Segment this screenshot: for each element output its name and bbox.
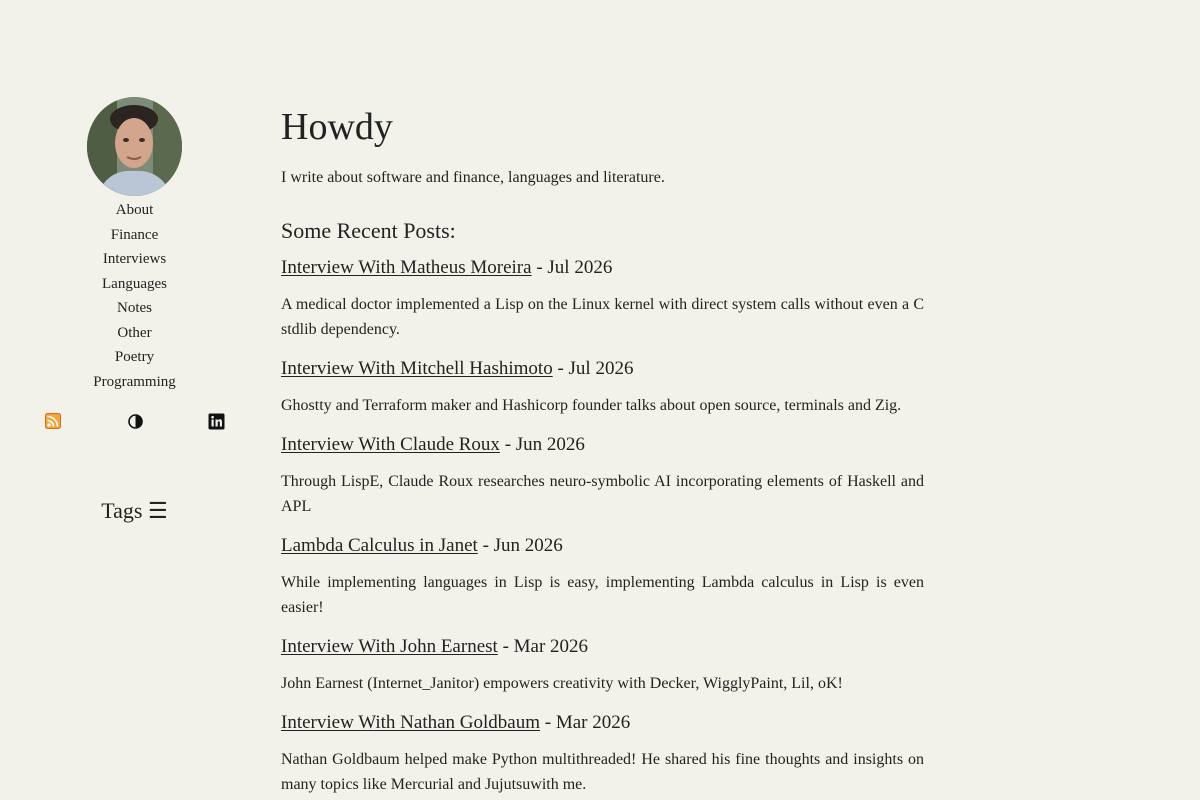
sidebar-item-other[interactable]: Other: [117, 324, 152, 341]
post-link[interactable]: Interview With Mitchell Hashimoto: [281, 358, 553, 379]
post-date: - Jun 2026: [477, 535, 563, 556]
post-description: Nathan Goldbaum helped make Python multithreaded! He shared his fine thoughts and insights on many topics like Mercurial and Jujutsuwith me.: [281, 751, 924, 793]
recent-posts-heading: Some Recent Posts:: [281, 218, 456, 243]
sidebar-item-notes[interactable]: Notes: [117, 300, 152, 316]
sidebar: [44, 97, 225, 524]
sidebar-item-about[interactable]: About: [115, 202, 154, 218]
post-item: [281, 356, 924, 418]
linkedin-icon[interactable]: [208, 413, 225, 430]
post-date: - Mar 2026: [497, 636, 589, 657]
intro-text: I write about software and finance, languages and literature.: [281, 169, 665, 186]
post-title-line: [281, 533, 924, 559]
post-title-line: [281, 710, 924, 736]
post-item: [281, 533, 924, 620]
page-title: Howdy: [281, 106, 393, 148]
post-link[interactable]: Interview With Nathan Goldbaum: [281, 712, 541, 733]
post-item: [281, 432, 924, 519]
post-title-line: [281, 432, 924, 458]
rss-icon[interactable]: [45, 413, 62, 430]
main-content: [281, 104, 924, 797]
sidebar-item-finance[interactable]: Finance: [110, 226, 159, 243]
post-date: - Mar 2026: [540, 712, 631, 733]
post-title-line: [281, 634, 924, 660]
post-description: A medical doctor implemented a Lisp on the Linux kernel with direct system calls without even a C stdlib dependency.: [281, 296, 924, 338]
sidebar-item-poetry[interactable]: Poetry: [114, 349, 155, 365]
social-icons: [44, 412, 225, 430]
tags-toggle[interactable]: Tags ☰: [101, 498, 168, 523]
post-item: [281, 710, 924, 797]
post-link[interactable]: Interview With Claude Roux: [281, 434, 500, 455]
post-date: - Jul 2026: [552, 358, 634, 379]
post-link[interactable]: Lambda Calculus in Janet: [281, 535, 478, 556]
post-description: Through LispE, Claude Roux researches neuro-symbolic AI incorporating elements of Haskell and APL: [281, 473, 924, 515]
theme-toggle-icon[interactable]: [127, 413, 144, 430]
sidebar-item-languages[interactable]: Languages: [102, 275, 167, 292]
post-title-line: [281, 255, 924, 281]
post-item: [281, 255, 924, 342]
sidebar-nav: [44, 198, 225, 394]
post-description: Ghostty and Terraform maker and Hashicorp founder talks about open source, terminals and Zig.: [281, 397, 902, 414]
post-description: John Earnest (Internet_Janitor) empowers creativity with Decker, WigglyPaint, Lil, oK!: [281, 675, 843, 692]
post-link[interactable]: Interview With John Earnest: [281, 636, 498, 657]
post-date: - Jul 2026: [531, 257, 613, 278]
sidebar-item-programming[interactable]: Programming: [93, 373, 176, 390]
post-date: - Jun 2026: [499, 434, 585, 455]
post-item: [281, 634, 924, 696]
sidebar-item-interviews[interactable]: Interviews: [102, 251, 167, 267]
post-link[interactable]: Interview With Matheus Moreira: [281, 257, 532, 278]
post-title-line: [281, 356, 924, 382]
avatar-photo: [87, 97, 182, 196]
avatar[interactable]: [87, 97, 182, 196]
post-description: While implementing languages in Lisp is easy, implementing Lambda calculus in Lisp is even easier!: [281, 574, 924, 616]
